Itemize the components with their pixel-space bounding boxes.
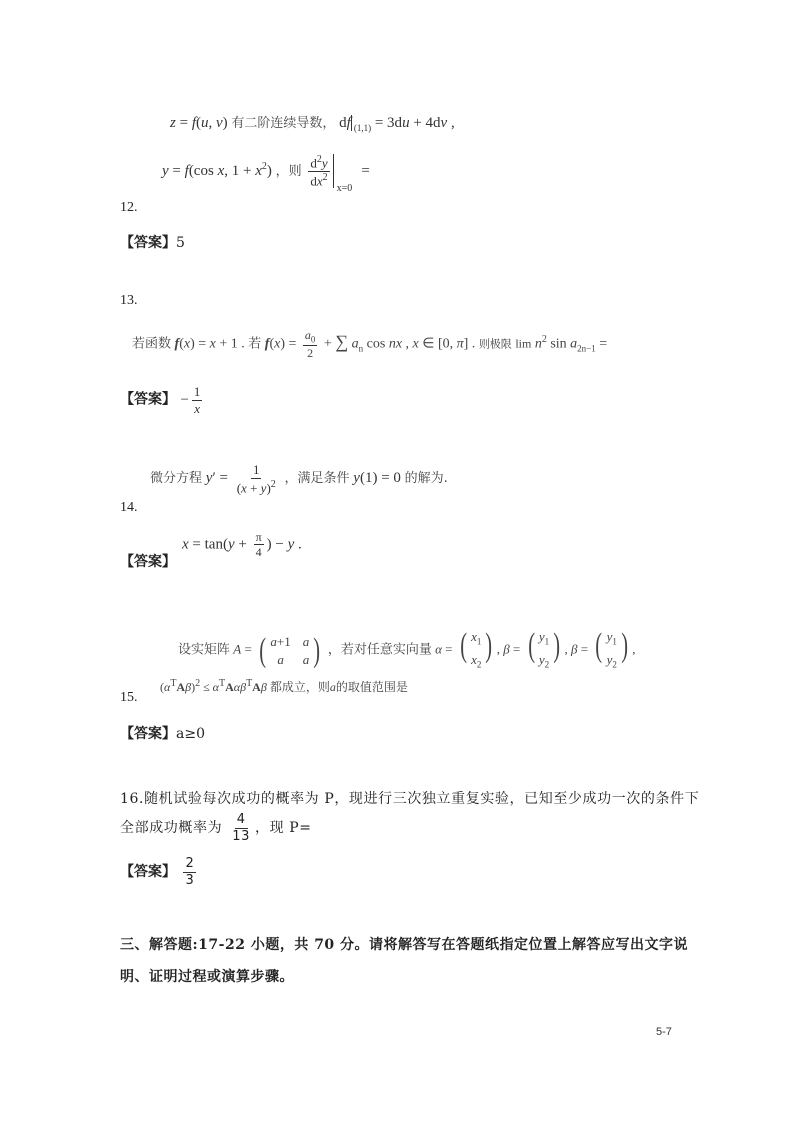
q12-line1-text: 有二阶连续导数， [231, 116, 336, 131]
q15-all: 都成立，则 [269, 680, 330, 694]
q16-line2 [120, 812, 312, 844]
q12-answer-label: 【答案】 [120, 235, 176, 251]
q14-number: 14. [120, 500, 138, 515]
q14-solution: x = tan(y + $\frac{\pi}{4}$ ) − y . [182, 530, 302, 560]
q15-statement: 设实矩阵 A = ( a+1 a a a ) ，若对任意实向量 α = ( $x_1$ $x_2$ ) , β = ( $y_1$ $y_2$ ) , β = ( $y_1$ $y_2$ ) , [178, 627, 636, 670]
q15-number: 15. [120, 690, 138, 705]
section3-line1: 三、解答题:17-22 小题，共 70 分。请将解答写在答题纸指定位置上解答应写出文字说 [120, 937, 689, 953]
section3-line2: 明、证明过程或演算步骤。 [120, 969, 294, 985]
q13-number: 13. [120, 293, 138, 308]
q15-answer [120, 723, 205, 743]
q16-line2-b: ，现 P= [255, 820, 312, 837]
q15-answer-value: a≥0 [176, 726, 205, 742]
q16-answer [120, 856, 199, 888]
q15-answer-label: 【答案】 [120, 726, 176, 742]
q15-range: 的取值范围是 [335, 680, 408, 694]
q16-line2-a: 全部成功概率为 [120, 820, 223, 837]
q15-set: 设实矩阵 [178, 642, 231, 658]
q13-if-fn: 若函数 [132, 336, 172, 352]
q16-frac-den: 13 [232, 828, 251, 844]
q12-number: 12. [120, 200, 138, 215]
q12-line2-then: ，则 [275, 163, 302, 179]
q16-answer-num: 2 [185, 856, 194, 871]
q12-answer-value: 5 [176, 235, 185, 251]
q14-cond: ，满足条件 [284, 471, 350, 487]
q13-answer: 【答案】 − $\frac{1}{x}$ [120, 384, 201, 416]
q14-answer [120, 551, 176, 571]
q13-statement: 若函数 f(x) = x + 1 . 若 f(x) = $\frac{a_0}{2}$ + ∑ $a_n$ cos nx , x ∈ [0, π] . 则极限 $\lim n^2$ $\sin a_{2n-1}$ = [132, 328, 608, 361]
q16-frac-num: 4 [236, 812, 246, 827]
q12-answer [120, 232, 185, 252]
q15-inequality: $(\alpha^TA\beta)^2 \le \alpha^TA\alpha\beta^TA\beta$ 都成立，则a的取值范围是 [160, 678, 408, 694]
page-number: 5-7 [656, 1026, 672, 1038]
q14-ode: 微分方程 [150, 471, 203, 487]
q14-answer-label: 【答案】 [120, 554, 176, 570]
q12-line1: z = f(u, v) 有二阶连续导数， df $_{(1,1)}$ = 3du + 4dv , [170, 115, 455, 133]
q14-statement: 微分方程 y′ = $\frac{1}{(x + y)^2}$ ，满足条件 y(1) = 0 的解为. [150, 462, 448, 495]
q14-sol: 的解为. [404, 471, 448, 487]
q13-then: 则极限 [478, 337, 512, 351]
q12-line2: y = f(cos x, $1 + x^2$) ，则 $\frac{d^2y}{dx^2}$ x=0 = [162, 154, 370, 195]
q15-any: ，若对任意实向量 [327, 642, 432, 658]
q13-if: 若 [248, 336, 262, 352]
q16-answer-label: 【答案】 [120, 864, 176, 881]
q16-line1: 16.随机试验每次成功的概率为 P，现进行三次独立重复实验，已知至少成功一次的条件下 [120, 791, 700, 807]
q16-answer-den: 3 [185, 872, 194, 888]
q13-answer-label: 【答案】 [120, 391, 176, 408]
